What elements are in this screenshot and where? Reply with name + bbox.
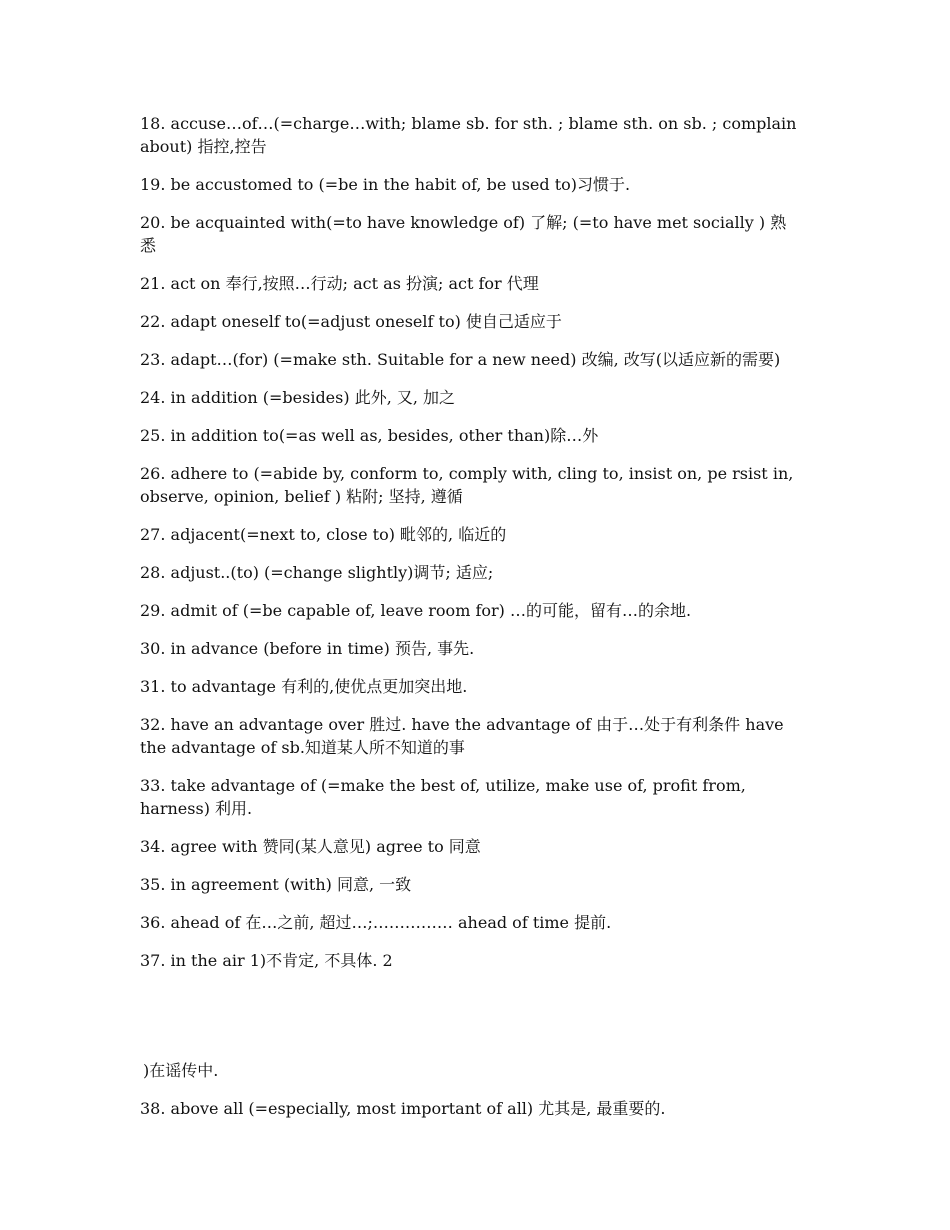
phrase-entry-23: 23. adapt…(for) (=make sth. Suitable for a new need) 改编, 改写(以适应新的需要) xyxy=(140,350,781,369)
phrase-entry-25: 25. in addition to(=as well as, besides, other than)除…外 xyxy=(140,426,599,445)
phrase-entry-28: 28. adjust..(to) (=change slightly)调节; 适应; xyxy=(140,563,494,582)
phrase-entry-38: 38. above all (=especially, most important of all) 尤其是, 最重要的. xyxy=(140,1099,666,1118)
phrase-entry-34: 34. agree with 赞同(某人意见) agree to 同意 xyxy=(140,837,481,856)
phrase-entry-36: 36. ahead of 在…之前, 超过…;…………… ahead of time 提前. xyxy=(140,913,612,932)
phrase-list xyxy=(140,112,800,1135)
phrase-entry-19: 19. be accustomed to (=be in the habit of, be used to)习惯于. xyxy=(140,175,631,194)
phrase-entry-24: 24. in addition (=besides) 此外, 又, 加之 xyxy=(140,388,456,407)
phrase-entry-33: 33. take advantage of (=make the best of, utilize, make use of, profit from, harness) 利用. xyxy=(140,776,746,818)
phrase-entry-20: 20. be acquainted with(=to have knowledge of) 了解; (=to have met socially ) 熟悉 xyxy=(140,213,787,255)
phrase-entry-30: 30. in advance (before in time) 预告, 事先. xyxy=(140,639,475,658)
phrase-entry-35: 35. in agreement (with) 同意, 一致 xyxy=(140,875,412,894)
phrase-entry-37-continuation: )在谣传中. xyxy=(143,1061,219,1080)
phrase-entry-29: 29. admit of (=be capable of, leave room for) …的可能，留有…的余地. xyxy=(140,601,692,620)
phrase-entry-31: 31. to advantage 有利的,使优点更加突出地. xyxy=(140,677,468,696)
page-gap xyxy=(140,987,800,1059)
phrase-entry-21: 21. act on 奉行,按照…行动; act as 扮演; act for 代理 xyxy=(140,274,539,293)
phrase-entry-32: 32. have an advantage over 胜过. have the advantage of 由于…处于有利条件 have the advantage of sb.知道某人所不知道的事 xyxy=(140,715,784,757)
phrase-entry-22: 22. adapt oneself to(=adjust oneself to) 使自己适应于 xyxy=(140,312,562,331)
phrase-entry-27: 27. adjacent(=next to, close to) 毗邻的, 临近的 xyxy=(140,525,507,544)
phrase-entry-37: 37. in the air 1)不肯定, 不具体. 2 xyxy=(140,951,393,970)
phrase-entry-26: 26. adhere to (=abide by, conform to, comply with, cling to, insist on, pe rsist in, observe, opinion, belief ) 粘附; 坚持, 遵循 xyxy=(140,464,794,506)
phrase-entry-18: 18. accuse…of…(=charge…with; blame sb. for sth. ; blame sth. on sb. ; complain about) 指控,控告 xyxy=(140,114,797,156)
